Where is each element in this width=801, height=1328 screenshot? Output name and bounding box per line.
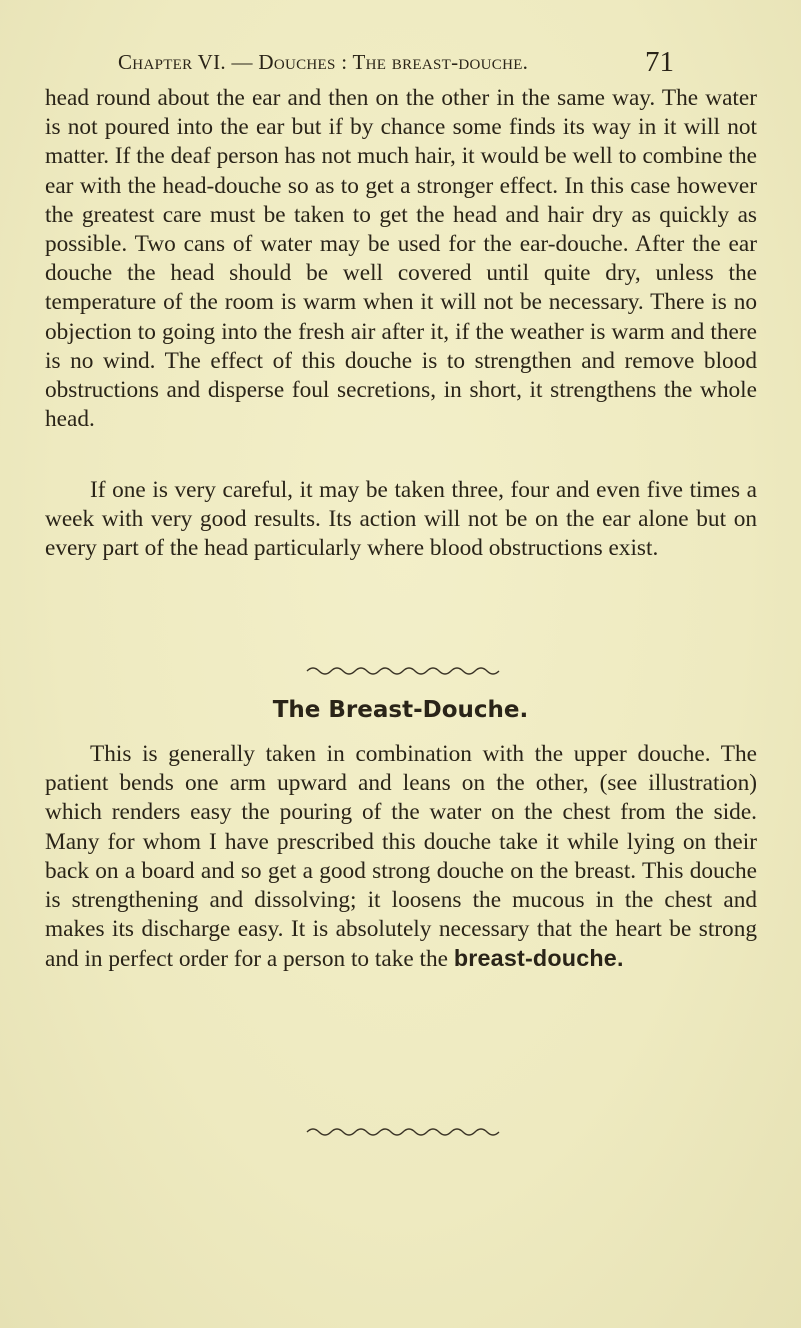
header-separator: — [231, 50, 253, 74]
paragraph-text [45, 740, 757, 975]
paragraph-text-main: This is generally taken in combination with the upper douche. The patient bends one arm upward and leans on the other, (see illustration) which renders easy the pouring of the water on the chest from the side. Many for whom I have prescribed this douche take it while lying on their back on a board and so get a good strong douche on the breast. This douche is strengthening and dissolving; it loosens the mucous in the chest and makes its discharge easy. It is absolutely necessary that the heart be strong and in perfect order for a person to take the [45, 741, 757, 973]
paragraph-text: head round about the ear and then on the other in the same way. The water is not poured into the ear but if by chance some finds its way in it will not matter. If the deaf person has not much hair, it would be well to combine the ear with the head-douche so as to get a stronger effect. In this case however the greatest care must be taken to get the head and hair dry as quickly as possible. Two cans of water may be used for the ear-douche. After the ear douche the head should be well covered until quite dry, unless the temperature of the room is warm when it will not be necessary. There is no objection to going into the fresh air after it, if the weather is warm and there is no wind. The effect of this douche is to strengthen and remove blood obstructions and disperse foul secretions, in short, it strengthens the whole head. [45, 85, 757, 433]
page-number: 71 [645, 46, 674, 78]
bold-term: breast-douche. [453, 945, 624, 972]
section-label: Douches : The breast-douche. [258, 50, 529, 74]
paragraph-text: If one is very careful, it may be taken three, four and even five times a week with very good results. Its action will not be on the ear alone but on every part of the head particularly where blood obstructions exist. [45, 477, 757, 562]
paragraph-ear-douche-continued [45, 84, 757, 434]
wavy-line-ornament-icon [305, 1125, 505, 1139]
section-heading: The Breast-Douche. [272, 697, 529, 723]
running-head [118, 50, 638, 75]
paragraph-breast-douche [45, 740, 757, 975]
chapter-label: Chapter VI. [118, 50, 226, 74]
wavy-line-ornament-icon [305, 664, 505, 678]
paragraph-frequency [45, 476, 757, 564]
